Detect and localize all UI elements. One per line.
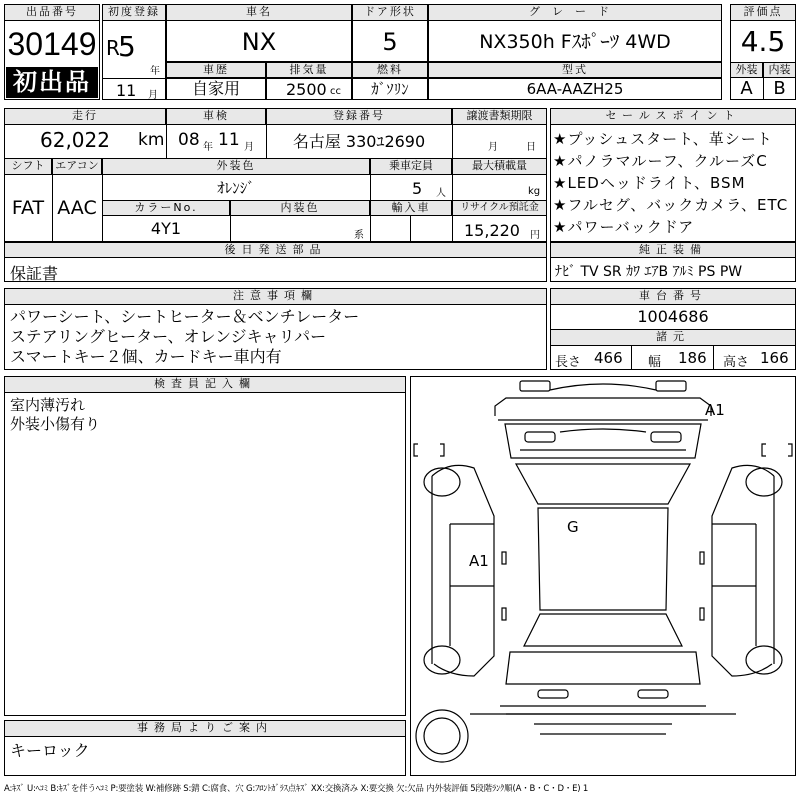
vehicle-name: NX [241,28,277,56]
recycle-unit: 円 [530,230,540,241]
selling-point: ★フルセグ、バックカメラ、ETC [553,196,789,214]
damage-mark-a1-top: A1 [705,401,725,419]
selling-points-label: セールスポイント [550,108,796,125]
exterior-color-value: ｵﾚﾝｼﾞ [217,179,255,197]
door-label: ドア形状 [352,4,428,21]
recycle-label: リサイクル預託金 [452,200,547,216]
length-value: 466 [594,349,623,367]
fuel-value: ｶﾞｿﾘﾝ [371,80,409,98]
width-value: 186 [678,349,707,367]
selling-point: ★LEDヘッドライト、BSM [553,174,746,192]
capacity-unit: 人 [436,188,446,199]
exterior-score-label: 外装 [730,62,763,78]
divider [631,346,632,370]
listing-number: 30149 [7,26,97,62]
inspection-month-unit: 月 [244,142,254,153]
chassis-value: 1004686 [637,307,709,326]
model-value: 6AA-AAZH25 [526,80,624,98]
aircon-value: AAC [57,197,97,219]
equipment-label: 純正装備 [550,242,796,258]
capacity-label: 乗車定員 [370,158,452,175]
inspection-year-unit: 年 [203,142,213,153]
divider [452,108,453,242]
interior-score: B [773,78,786,99]
max-load-unit: kg [528,186,541,197]
first-listing-badge: 初出品 [6,67,98,98]
mileage-label: 走行 [4,108,166,125]
inspector-lines [10,396,100,434]
later-parts-value: 保証書 [10,264,59,283]
note-line: ステアリングヒーター、オレンジキャリパー [10,327,327,346]
exterior-color-label: 外装色 [102,158,370,175]
selling-point: ★パノラマルーフ、クルーズC [553,152,768,170]
model-label: 型式 [428,62,722,78]
selling-point: ★プッシュスタート、革シート [553,130,773,148]
height-label: 高さ [723,355,750,370]
width-label: 幅 [648,355,662,370]
capacity-value: 5 [412,179,423,198]
color-no-value: 4Y1 [150,219,182,238]
grade-value: NX350h Fｽﾎﾟｰﾂ 4WD [479,31,671,53]
import-label: 輸入車 [370,200,452,216]
height-value: 166 [760,349,789,367]
displacement-label: 排気量 [266,62,352,78]
car-diagram [410,376,796,776]
grade-label: グレード [428,4,722,21]
aircon-label: エアコン [52,158,102,175]
inspection-year: 08 [178,130,200,150]
registration-era: R [106,36,120,60]
history-label: 車歴 [166,62,266,78]
legend-text: A:ｷｽﾞ U:ﾍｺﾐ B:ｷｽﾞを伴うﾍｺﾐ P:要塗装 W:補修跡 S:錆 C:腐食、穴 G:ﾌﾛﾝﾄｶﾞﾗｽ点ｷｽﾞ XX:交換済み X:要交換 欠:欠品 内外装評価 5段階ﾗﾝｸ順(A・B・C・D・E) 1 [4,784,589,794]
registration-month-unit: 月 [148,90,158,101]
mileage-value: 62,022 [40,128,110,152]
recycle-value: 15,220 [464,221,520,240]
transfer-deadline-label: 譲渡書類期限 [452,108,547,125]
registration-label: 初度登録 [102,4,166,21]
later-parts-label: 後日発送部品 [4,242,547,258]
inspector-line: 外装小傷有り [10,415,101,433]
fuel-label: 燃料 [352,62,428,78]
registration-month: 11 [116,81,137,100]
shift-value: FAT [11,197,45,219]
max-load-label: 最大積載量 [452,158,547,175]
chassis-label: 車台番号 [550,288,796,305]
length-label: 長さ [555,355,582,370]
office-label: 事務局よりご案内 [4,720,406,737]
registration-year: 5 [118,30,136,63]
door-value: 5 [382,28,398,56]
inspector-line: 室内薄汚れ [10,396,86,414]
listing-number-label: 出品番号 [4,4,100,21]
exterior-score: A [740,78,753,99]
divider [410,216,411,242]
color-no-label: カラーNo. [102,200,230,216]
selling-points-list [553,128,788,238]
dimensions-label: 諸元 [550,329,796,346]
inspection-label: 車検 [166,108,266,125]
history-value: 自家用 [191,79,240,98]
selling-point: ★パワーバックドア [553,218,695,236]
interior-color-unit: 系 [354,230,364,241]
damage-mark-a1-side: A1 [469,552,489,570]
damage-mark-g: G [567,518,579,536]
inspector-label: 検査員記入欄 [4,376,406,393]
notes-label: 注意事項欄 [4,288,547,305]
divider [713,346,714,370]
office-value: キーロック [10,741,90,760]
score-value: 4.5 [740,25,786,58]
plate-value: 名古屋 330ﾕ2690 [292,132,426,151]
divider [102,78,166,79]
displacement-value: 2500 [286,80,327,99]
shift-label: シフト [4,158,52,175]
note-line: スマートキー２個、カードキー車内有 [10,347,282,366]
note-line: パワーシート、シートヒーター＆ベンチレーター [10,307,360,326]
notes-lines [10,307,359,367]
vehicle-name-label: 車名 [166,4,352,21]
transfer-month-unit: 月 [488,142,498,153]
transfer-day-unit: 日 [526,142,536,153]
mileage-unit: km [138,130,165,150]
plate-label: 登録番号 [266,108,452,125]
interior-color-label: 内装色 [230,200,370,216]
score-label: 評価点 [730,4,796,21]
interior-score-label: 内装 [763,62,796,78]
inspection-month: 11 [218,130,240,150]
registration-year-unit: 年 [150,66,160,77]
displacement-unit: cc [330,86,341,97]
equipment-value: ﾅﾋﾞ TV SR ｶﾜ ｴｱB ｱﾙﾐ PS PW [555,264,743,280]
